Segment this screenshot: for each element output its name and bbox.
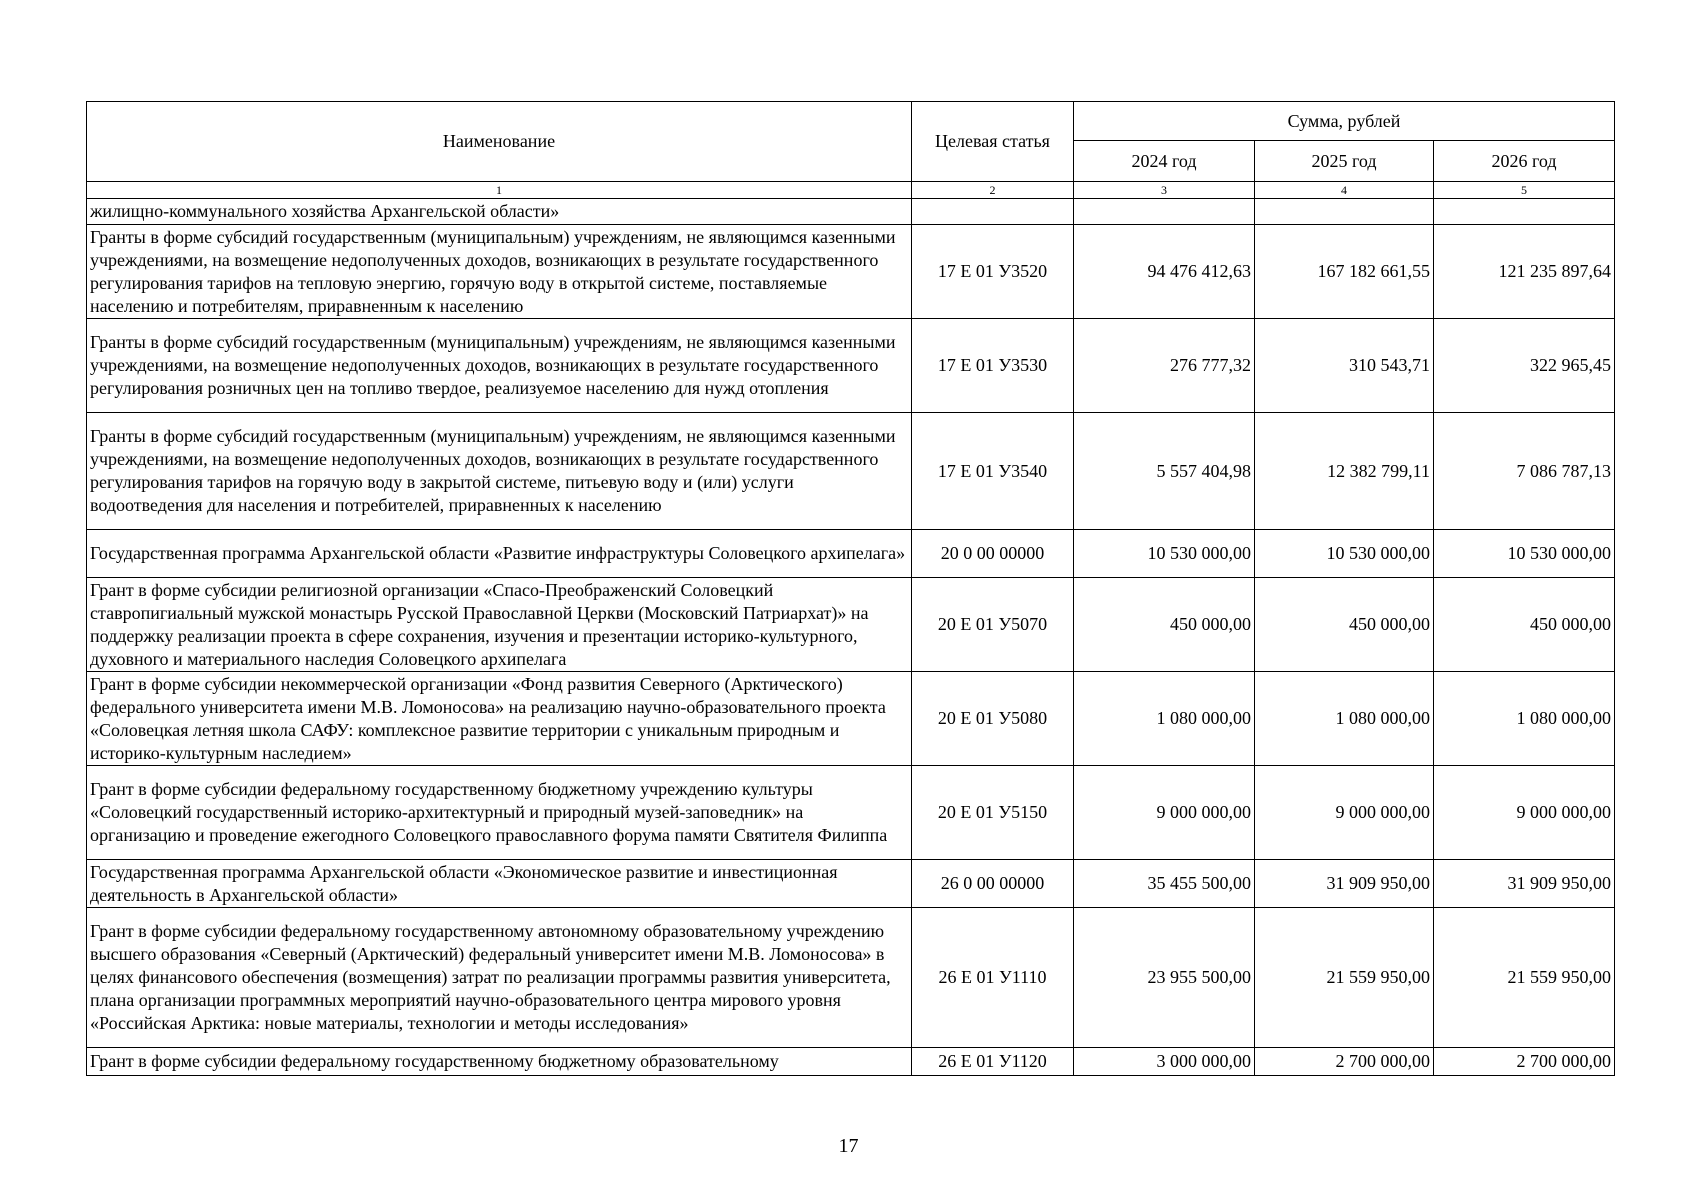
row-code: 20 0 00 00000 xyxy=(912,530,1074,578)
row-value-2025: 21 559 950,00 xyxy=(1255,908,1434,1048)
row-code: 17 Е 01 У3540 xyxy=(912,413,1074,530)
table-row xyxy=(87,413,1615,530)
row-value-2026 xyxy=(1434,199,1615,225)
row-name: Грант в форме субсидии некоммерческой организации «Фонд развития Северного (Арктического) федерального университета имени М.В. Ломоносова» на реализацию научно-образовательного проекта «Соловецкая летняя школа САФУ: комплексное развитие территории с уникальным природным и историко-культурным наследием» xyxy=(87,672,912,766)
row-value-2026: 9 000 000,00 xyxy=(1434,766,1615,860)
row-value-2026: 322 965,45 xyxy=(1434,319,1615,413)
row-name: Государственная программа Архангельской области «Развитие инфраструктуры Соловецкого архипелага» xyxy=(87,530,912,578)
table-row xyxy=(87,530,1615,578)
table-row xyxy=(87,199,1615,225)
column-number: 3 xyxy=(1074,182,1255,199)
row-code: 17 Е 01 У3520 xyxy=(912,225,1074,319)
row-name: Грант в форме субсидии федеральному государственному автономному образовательному учреждению высшего образования «Северный (Арктический) федеральный университет имени М.В. Ломоносова» в целях финансового обеспечения (возмещения) затрат по реализации программы развития университета, плана организации программных мероприятий научно-образовательного центра мирового уровня «Российская Арктика: новые материалы, технологии и методы исследования» xyxy=(87,908,912,1048)
table-row xyxy=(87,225,1615,319)
row-value-2025: 12 382 799,11 xyxy=(1255,413,1434,530)
header-row xyxy=(87,102,1615,141)
row-name: Государственная программа Архангельской области «Экономическое развитие и инвестиционная деятельность в Архангельской области» xyxy=(87,860,912,908)
row-name: Гранты в форме субсидий государственным (муниципальным) учреждениям, не являющимся казенными учреждениями, на возмещение недополученных доходов, возникающих в результате государственного регулирования тарифов на горячую воду в закрытой системе, питьевую воду и (или) услуги водоотведения для населения и потребителей, приравненных к населению xyxy=(87,413,912,530)
row-value-2025: 1 080 000,00 xyxy=(1255,672,1434,766)
row-value-2024: 450 000,00 xyxy=(1074,578,1255,672)
row-value-2025 xyxy=(1255,199,1434,225)
row-name: Гранты в форме субсидий государственным (муниципальным) учреждениям, не являющимся казенными учреждениями, на возмещение недополученных доходов, возникающих в результате государственного регулирования розничных цен на топливо твердое, реализуемое населению для нужд отопления xyxy=(87,319,912,413)
table-row xyxy=(87,766,1615,860)
table-row xyxy=(87,319,1615,413)
row-code: 26 0 00 00000 xyxy=(912,860,1074,908)
row-name: жилищно-коммунального хозяйства Архангельской области» xyxy=(87,199,912,225)
row-name: Грант в форме субсидии федеральному государственному бюджетному учреждению культуры «Соловецкий государственный историко-архитектурный и природный музей-заповедник» на организацию и проведение ежегодного Соловецкого православного форума памяти Святителя Филиппа xyxy=(87,766,912,860)
row-name: Гранты в форме субсидий государственным (муниципальным) учреждениям, не являющимся казенными учреждениями, на возмещение недополученных доходов, возникающих в результате государственного регулирования тарифов на тепловую энергию, горячую воду в открытой системе, поставляемые населению и потребителям, приравненным к населению xyxy=(87,225,912,319)
table-row xyxy=(87,578,1615,672)
row-value-2024: 1 080 000,00 xyxy=(1074,672,1255,766)
header-year-2024: 2024 год xyxy=(1074,141,1255,182)
page-number: 17 xyxy=(838,1135,859,1157)
row-code xyxy=(912,199,1074,225)
row-value-2024: 94 476 412,63 xyxy=(1074,225,1255,319)
row-value-2026: 1 080 000,00 xyxy=(1434,672,1615,766)
column-number: 2 xyxy=(912,182,1074,199)
row-code: 20 Е 01 У5070 xyxy=(912,578,1074,672)
header-sum: Сумма, рублей xyxy=(1074,102,1615,141)
row-value-2024: 35 455 500,00 xyxy=(1074,860,1255,908)
column-number: 4 xyxy=(1255,182,1434,199)
row-value-2024: 10 530 000,00 xyxy=(1074,530,1255,578)
table-row xyxy=(87,1048,1615,1076)
row-value-2026: 10 530 000,00 xyxy=(1434,530,1615,578)
row-value-2025: 167 182 661,55 xyxy=(1255,225,1434,319)
row-value-2024: 23 955 500,00 xyxy=(1074,908,1255,1048)
table-row xyxy=(87,860,1615,908)
row-value-2025: 2 700 000,00 xyxy=(1255,1048,1434,1076)
column-numbers-row xyxy=(87,182,1615,199)
row-value-2024: 3 000 000,00 xyxy=(1074,1048,1255,1076)
column-number: 5 xyxy=(1434,182,1615,199)
table-row xyxy=(87,672,1615,766)
row-name: Грант в форме субсидии федеральному государственному бюджетному образовательному xyxy=(87,1048,912,1076)
row-value-2026: 7 086 787,13 xyxy=(1434,413,1615,530)
header-year-2026: 2026 год xyxy=(1434,141,1615,182)
column-number: 1 xyxy=(87,182,912,199)
row-value-2026: 2 700 000,00 xyxy=(1434,1048,1615,1076)
row-name: Грант в форме субсидии религиозной организации «Спасо-Преображенский Соловецкий ставропигиальный мужской монастырь Русской Православной Церкви (Московский Патриархат)» на поддержку реализации проекта в сфере сохранения, изучения и презентации историко-культурного, духовного и материального наследия Соловецкого архипелага xyxy=(87,578,912,672)
row-value-2026: 450 000,00 xyxy=(1434,578,1615,672)
row-code: 20 Е 01 У5080 xyxy=(912,672,1074,766)
row-code: 17 Е 01 У3530 xyxy=(912,319,1074,413)
row-value-2025: 9 000 000,00 xyxy=(1255,766,1434,860)
row-value-2025: 310 543,71 xyxy=(1255,319,1434,413)
row-value-2024 xyxy=(1074,199,1255,225)
header-name: Наименование xyxy=(87,102,912,182)
row-value-2026: 21 559 950,00 xyxy=(1434,908,1615,1048)
row-value-2024: 276 777,32 xyxy=(1074,319,1255,413)
row-value-2025: 10 530 000,00 xyxy=(1255,530,1434,578)
row-value-2026: 121 235 897,64 xyxy=(1434,225,1615,319)
row-value-2025: 31 909 950,00 xyxy=(1255,860,1434,908)
row-code: 26 Е 01 У1120 xyxy=(912,1048,1074,1076)
budget-table xyxy=(86,101,1615,1076)
row-code: 20 Е 01 У5150 xyxy=(912,766,1074,860)
row-value-2026: 31 909 950,00 xyxy=(1434,860,1615,908)
header-target-article: Целевая статья xyxy=(912,102,1074,182)
table-row xyxy=(87,908,1615,1048)
row-value-2024: 9 000 000,00 xyxy=(1074,766,1255,860)
row-value-2025: 450 000,00 xyxy=(1255,578,1434,672)
header-year-2025: 2025 год xyxy=(1255,141,1434,182)
row-code: 26 Е 01 У1110 xyxy=(912,908,1074,1048)
row-value-2024: 5 557 404,98 xyxy=(1074,413,1255,530)
